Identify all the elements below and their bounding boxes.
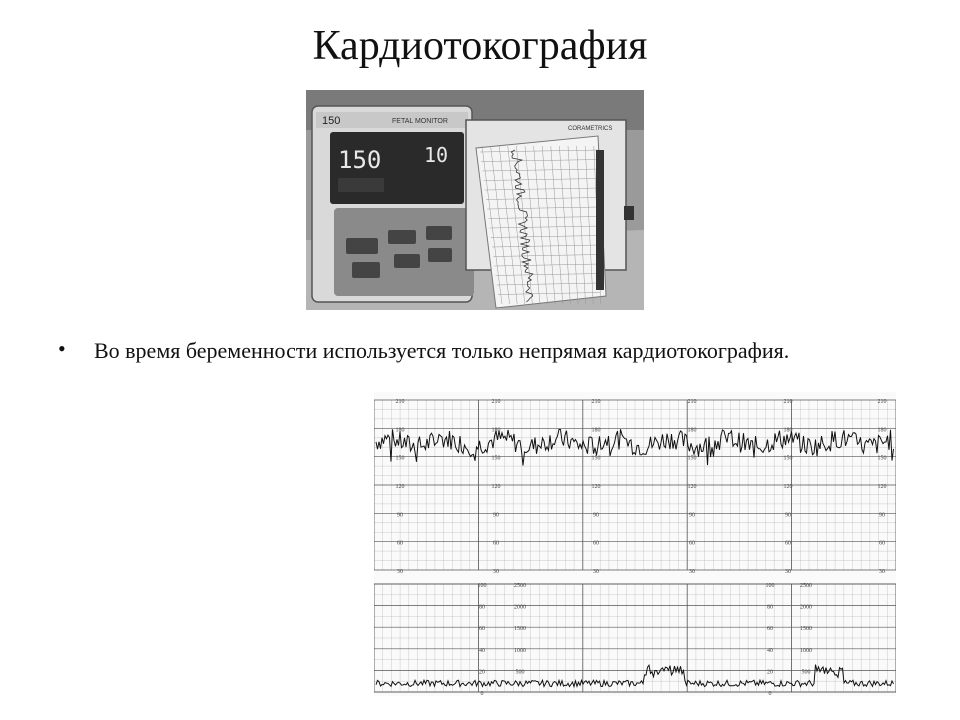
slide-title: Кардиотокография	[312, 23, 648, 69]
pressure-scale-label: 1500	[800, 626, 812, 633]
toco-scale-label: 20	[767, 669, 773, 676]
fhr-scale-label: 30	[785, 569, 791, 575]
fhr-scale-label: 150	[687, 455, 697, 462]
pressure-scale-label: 1500	[514, 626, 526, 633]
fhr-scale-label: 180	[491, 427, 501, 434]
fhr-scale-label: 60	[689, 540, 695, 547]
fhr-scale-label: 90	[397, 512, 403, 519]
toco-scale-label: 0	[768, 691, 772, 696]
fhr-scale-label: 120	[783, 484, 793, 490]
fhr-scale-label: 90	[593, 512, 599, 519]
toco-scale-label: 40	[767, 647, 773, 654]
fhr-scale-label: 90	[493, 512, 499, 519]
toco-scale-label: 40	[479, 647, 485, 654]
toco-scale-label: 60	[767, 626, 773, 633]
fhr-scale-label: 60	[879, 540, 885, 547]
pressure-scale-label: 2000	[800, 604, 812, 611]
fhr-scale-label: 90	[879, 512, 885, 519]
fhr-scale-label: 180	[591, 427, 601, 434]
fhr-scale-label: 120	[591, 484, 601, 490]
fhr-scale-label: 210	[395, 399, 405, 405]
fhr-scale-label: 120	[687, 484, 697, 490]
fhr-scale-label: 120	[491, 484, 501, 490]
fhr-scale-label: 210	[491, 399, 501, 405]
ctg-strip	[374, 392, 896, 696]
toco-scale-label: 100	[765, 583, 775, 589]
fhr-scale-label: 90	[785, 512, 791, 519]
fhr-scale-label: 210	[783, 399, 793, 405]
toco-scale-label: 80	[767, 604, 773, 611]
device-brand-label: CORAMETRICS	[568, 126, 613, 132]
fhr-scale-label: 180	[395, 427, 405, 434]
device-panel-label: FETAL MONITOR	[392, 118, 448, 125]
fhr-scale-label: 150	[395, 455, 405, 462]
pressure-scale-label: 2000	[514, 604, 526, 611]
fhr-scale-label: 60	[785, 540, 791, 547]
fhr-scale-label: 60	[493, 540, 499, 547]
fhr-scale-label: 150	[591, 455, 601, 462]
toco-scale-label: 100	[477, 583, 487, 589]
fhr-scale-label: 60	[397, 540, 403, 547]
fetal-monitor-photo	[306, 90, 644, 310]
fhr-scale-label: 180	[783, 427, 793, 434]
bullet-text: Во время беременности используется только непрямая кардиотокография.	[94, 338, 790, 363]
uterine-display: 10	[424, 143, 449, 167]
toco-scale-label: 20	[479, 669, 485, 676]
fhr-scale-label: 150	[491, 455, 501, 462]
fhr-grid	[374, 400, 896, 570]
fhr-scale-label: 210	[687, 399, 697, 405]
pressure-scale-label: 2500	[514, 583, 526, 589]
fhr-scale-label: 180	[877, 427, 887, 434]
device-model: 150	[322, 115, 341, 127]
fhr-scale-label: 30	[689, 569, 695, 575]
pressure-scale-label: 500	[801, 669, 811, 676]
toco-scale-label: 0	[480, 691, 484, 696]
fhr-scale-label: 60	[593, 540, 599, 547]
fhr-scale-label: 210	[877, 399, 887, 405]
pressure-scale-label: 2500	[800, 583, 812, 589]
fhr-scale-label: 210	[591, 399, 601, 405]
toco-grid	[374, 584, 896, 696]
fhr-scale-label: 150	[783, 455, 793, 462]
fhr-scale-label: 120	[877, 484, 887, 490]
heart-rate-display: 150	[338, 146, 382, 174]
fhr-scale-label: 30	[493, 569, 499, 575]
pressure-scale-label: 500	[515, 669, 525, 676]
toco-scale-label: 60	[479, 626, 485, 633]
fhr-scale-label: 150	[877, 455, 887, 462]
bullet-marker: •	[58, 336, 66, 361]
fhr-scale-label: 30	[397, 569, 403, 575]
fhr-scale-label: 30	[879, 569, 885, 575]
fhr-scale-label: 30	[593, 569, 599, 575]
fhr-scale-label: 90	[689, 512, 695, 519]
toco-scale-label: 80	[479, 604, 485, 611]
fhr-scale-label: 120	[395, 484, 405, 490]
pressure-scale-label: 1000	[514, 647, 526, 654]
fhr-scale-label: 180	[687, 427, 697, 434]
pressure-scale-label: 1000	[800, 647, 812, 654]
